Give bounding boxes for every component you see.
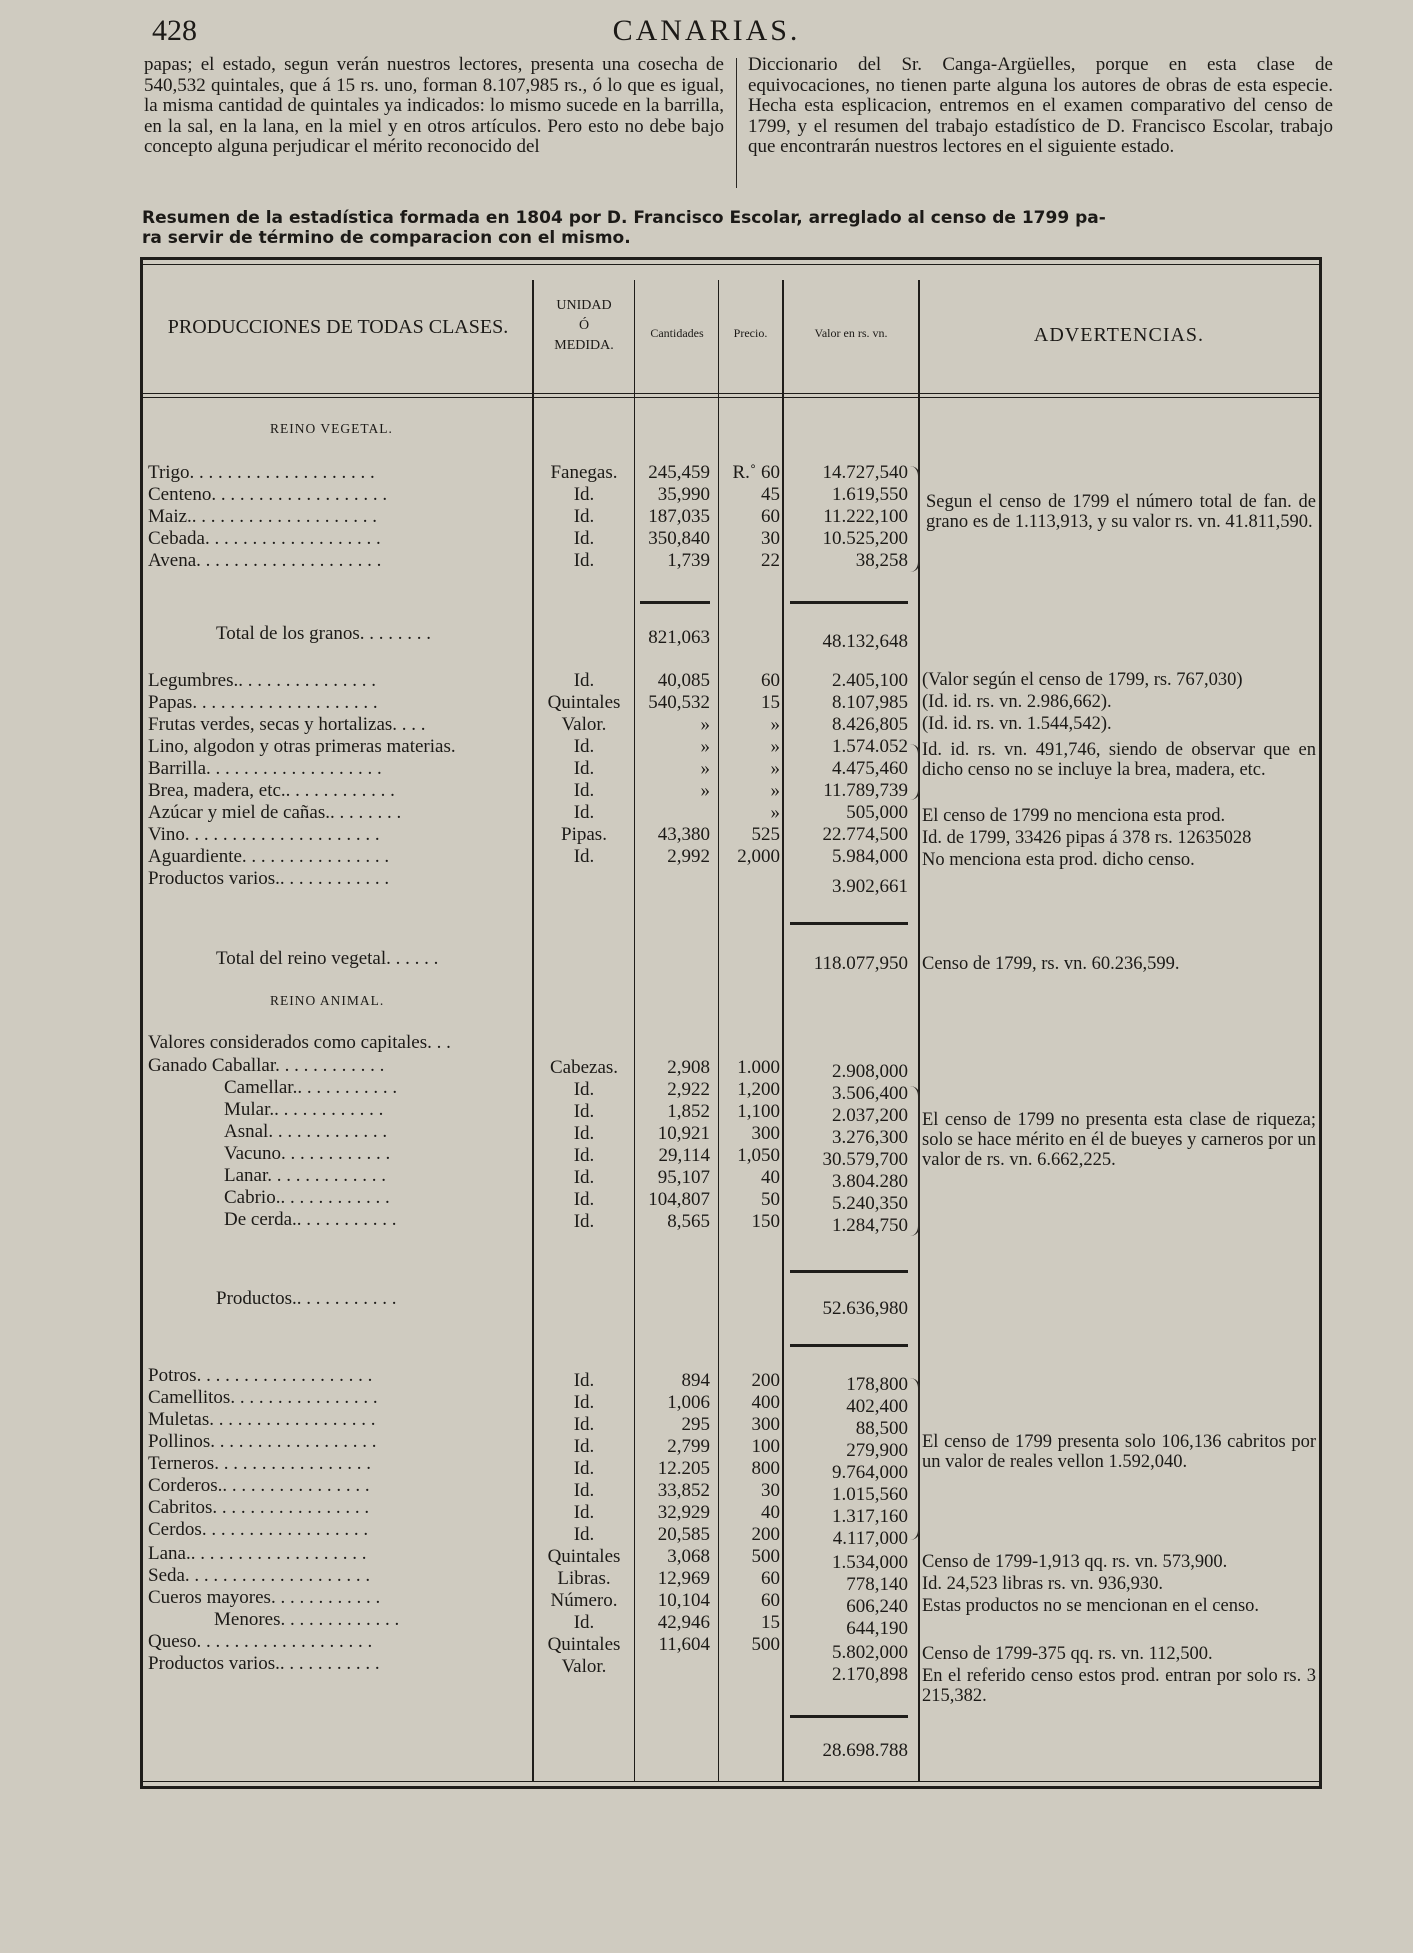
- row-value: 505,000: [846, 802, 908, 823]
- row-price: 400: [751, 1392, 780, 1413]
- row-unit: Id.: [573, 506, 595, 527]
- row-price: 60: [761, 1568, 780, 1589]
- row-label: Cerdos. . . . . . . . . . . . . . . . . .: [148, 1519, 369, 1540]
- section-reino-animal: REINO ANIMAL.: [270, 993, 385, 1008]
- row-unit: Quintales: [547, 1634, 621, 1655]
- row-value: 8.107,985: [832, 692, 908, 713]
- total-rule-vegetal: [790, 922, 908, 925]
- row-value: 4.475,460: [832, 758, 908, 779]
- row-label: Azúcar y miel de cañas.. . . . . . . .: [148, 802, 402, 823]
- row-value: 778,140: [846, 1574, 908, 1595]
- row-label: Aguardiente. . . . . . . . . . . . . . . .: [148, 846, 390, 867]
- col-divider-price: [718, 280, 719, 1782]
- row-value: 3.506,400: [832, 1083, 908, 1104]
- note-legumbres: (Valor según el censo de 1799, rs. 767,030): [922, 670, 1243, 690]
- row-value: 606,240: [846, 1596, 908, 1617]
- row-unit: Id.: [573, 528, 595, 549]
- row-value: 3.902,661: [832, 876, 908, 897]
- row-qty: 35,990: [657, 484, 710, 505]
- grains-total-label: Total de los granos. . . . . . . .: [216, 623, 432, 644]
- row-qty: 10,921: [657, 1123, 710, 1144]
- row-qty: »: [700, 736, 710, 757]
- row-price: 60: [761, 1590, 780, 1611]
- vegetal-total-note: Censo de 1799, rs. vn. 60.236,599.: [922, 954, 1180, 974]
- row-qty: 1,739: [667, 550, 710, 571]
- row-label: Menores. . . . . . . . . . . . .: [214, 1609, 400, 1630]
- row-value: 178,800: [846, 1374, 908, 1395]
- row-price: R.˚ 60: [732, 462, 780, 483]
- header-advertencias: ADVERTENCIAS.: [1033, 324, 1205, 346]
- row-price: 30: [761, 1480, 780, 1501]
- row-value: 5.240,350: [832, 1193, 908, 1214]
- brace-animal-products: [910, 1378, 920, 1540]
- row-price: 15: [761, 692, 780, 713]
- row-value: 1.284,750: [832, 1215, 908, 1236]
- row-label: Corderos.. . . . . . . . . . . . . . . .: [148, 1475, 370, 1496]
- note-grains: Segun el censo de 1799 el número total de fan. de grano es de 1.113,913, y su valor rs. vn. 41.811,590.: [926, 492, 1316, 532]
- row-unit: Libras.: [557, 1568, 611, 1589]
- row-unit: Id.: [573, 1414, 595, 1435]
- row-value: 1.619,550: [832, 484, 908, 505]
- row-label: Cabrio.. . . . . . . . . . . .: [224, 1187, 390, 1208]
- header-unidad: [534, 296, 634, 356]
- row-label: Brea, madera, etc.. . . . . . . . . . . .: [148, 780, 395, 801]
- row-qty: 3,068: [667, 1546, 710, 1567]
- row-unit: Valor.: [561, 1656, 607, 1677]
- row-label: Camellitos. . . . . . . . . . . . . . . .: [148, 1387, 378, 1408]
- note-papas: (Id. id. rs. vn. 2.986,662).: [922, 692, 1112, 712]
- header-unidad-line-3: MEDIDA.: [554, 338, 614, 353]
- row-price: 1,050: [737, 1145, 780, 1166]
- row-unit: Id.: [573, 484, 595, 505]
- row-unit: Fanegas.: [550, 462, 618, 483]
- row-label: Asnal. . . . . . . . . . . . .: [224, 1121, 388, 1142]
- row-unit: Quintales: [547, 1546, 621, 1567]
- row-label: Seda. . . . . . . . . . . . . . . . . . . .: [148, 1565, 371, 1586]
- vegetal-total-value: 118.077,950: [813, 953, 908, 974]
- row-price: 200: [751, 1370, 780, 1391]
- page-number: 428: [152, 14, 197, 47]
- row-unit: Id.: [573, 1480, 595, 1501]
- header-rule-inner: [140, 397, 1322, 398]
- row-label: Lana.. . . . . . . . . . . . . . . . . . .: [148, 1543, 367, 1564]
- row-qty: 245,459: [648, 462, 710, 483]
- row-value: 11.222,100: [823, 506, 908, 527]
- row-label: Legumbres.. . . . . . . . . . . . . . .: [148, 670, 376, 691]
- row-unit: Id.: [573, 802, 595, 823]
- row-qty: »: [700, 714, 710, 735]
- note-aguardiente: No menciona esta prod. dicho censo.: [922, 850, 1195, 870]
- row-unit: Id.: [573, 1612, 595, 1633]
- row-label: Camellar.. . . . . . . . . . .: [224, 1077, 398, 1098]
- row-qty: 540,532: [648, 692, 710, 713]
- row-value: 10.525,200: [822, 528, 908, 549]
- row-unit: Id.: [573, 736, 595, 757]
- table-title-line-1: Resumen de la estadística formada en 1804 por D. Francisco Escolar, arreglado al censo de 1799 pa-: [142, 208, 1106, 228]
- row-unit: Id.: [573, 758, 595, 779]
- table-left-border: [140, 257, 143, 1789]
- row-unit: Quintales: [547, 692, 621, 713]
- table-title-line-2: ra servir de término de comparacion con el mismo.: [142, 228, 631, 248]
- row-price: 40: [761, 1167, 780, 1188]
- row-qty: 104,807: [648, 1189, 710, 1210]
- row-value: 2.405,100: [832, 670, 908, 691]
- row-price: »: [770, 714, 780, 735]
- row-unit: Cabezas.: [549, 1057, 619, 1078]
- header-unidad-line-2: Ó: [578, 318, 590, 333]
- note-azucar: El censo de 1799 no menciona esta prod.: [922, 806, 1226, 826]
- row-qty: 8,565: [667, 1211, 710, 1232]
- row-value: 402,400: [846, 1396, 908, 1417]
- total-rule-final: [790, 1715, 908, 1718]
- row-price: 150: [751, 1211, 780, 1232]
- page-header: CANARIAS.: [612, 14, 801, 47]
- row-price: 50: [761, 1189, 780, 1210]
- row-qty: 1,006: [667, 1392, 710, 1413]
- note-frutas: (Id. id. rs. vn. 1.544,542).: [922, 714, 1112, 734]
- row-unit: Id.: [573, 1502, 595, 1523]
- row-qty: »: [700, 780, 710, 801]
- row-label: Centeno. . . . . . . . . . . . . . . . . . .: [148, 484, 388, 505]
- row-unit: Id.: [573, 1436, 595, 1457]
- row-qty: 20,585: [657, 1524, 710, 1545]
- row-value: 5.984,000: [832, 846, 908, 867]
- row-label: Frutas verdes, secas y hortalizas. . . .: [148, 714, 426, 735]
- row-value: 8.426,805: [832, 714, 908, 735]
- row-price: 22: [761, 550, 780, 571]
- note-queso: Censo de 1799-375 qq. rs. vn. 112,500.: [922, 1644, 1213, 1664]
- total-rule-productos: [790, 1270, 908, 1273]
- table-title: [142, 208, 1337, 248]
- row-label: Potros. . . . . . . . . . . . . . . . . . .: [148, 1365, 373, 1386]
- row-price: 1,200: [737, 1079, 780, 1100]
- row-label: Terneros. . . . . . . . . . . . . . . . .: [148, 1453, 371, 1474]
- row-qty: 295: [681, 1414, 710, 1435]
- row-value: 644,190: [846, 1618, 908, 1639]
- column-divider: [736, 58, 737, 188]
- row-qty: 12,969: [657, 1568, 710, 1589]
- row-label: Trigo. . . . . . . . . . . . . . . . . . . .: [148, 462, 375, 483]
- row-price: 300: [751, 1414, 780, 1435]
- grains-total-value: 48.132,648: [822, 631, 908, 652]
- row-qty: 32,929: [657, 1502, 710, 1523]
- row-qty: 2,908: [667, 1057, 710, 1078]
- row-unit: Id.: [573, 1145, 595, 1166]
- header-valor: Valor en rs. vn.: [814, 326, 888, 340]
- table-bottom-border: [140, 1786, 1322, 1789]
- note-animal-products: El censo de 1799 presenta solo 106,136 cabritos por un valor de reales vellon 1.592,040.: [922, 1432, 1316, 1472]
- intro-text-right: Diccionario del Sr. Canga-Argüelles, porque en esta clase de equivocaciones, no tienen parte alguna los autores de obras de esta especie. Hecha esta esplicacion, entremos en el examen comparativo del censo de 1799, y el resumen del trabajo estadístico de D. Francisco Escolar, trabajo que encontrarán nuestros lectores en el siguiente estado.: [748, 54, 1333, 157]
- row-unit: Id.: [573, 780, 595, 801]
- row-value: 11.789,739: [823, 780, 908, 801]
- row-unit: Id.: [573, 1392, 595, 1413]
- row-value: 1.534,000: [832, 1552, 908, 1573]
- row-value: 9.764,000: [832, 1462, 908, 1483]
- row-unit: Id.: [573, 846, 595, 867]
- row-unit: Pipas.: [561, 824, 607, 845]
- row-qty: 29,114: [658, 1145, 710, 1166]
- row-qty: 95,107: [657, 1167, 710, 1188]
- row-unit: Id.: [573, 1189, 595, 1210]
- note-livestock: El censo de 1799 no presenta esta clase de riqueza; solo se hace mérito en él de bueyes y carneros por un valor de rs. vn. 6.662,225.: [922, 1110, 1317, 1170]
- total-rule-value: [790, 601, 908, 604]
- row-label: Pollinos. . . . . . . . . . . . . . . . . .: [148, 1431, 377, 1452]
- row-qty: 1,852: [667, 1101, 710, 1122]
- section-reino-vegetal: REINO VEGETAL.: [270, 421, 393, 436]
- note-vino: Id. de 1799, 33426 pipas á 378 rs. 12635028: [922, 828, 1252, 848]
- row-unit: Id.: [573, 1211, 595, 1232]
- row-qty: 33,852: [657, 1480, 710, 1501]
- row-label: Vino. . . . . . . . . . . . . . . . . . . . .: [148, 824, 380, 845]
- row-value: 1.574.052: [832, 736, 908, 757]
- row-unit: Id.: [573, 1101, 595, 1122]
- row-label: Barrilla. . . . . . . . . . . . . . . . . . .: [148, 758, 382, 779]
- header-rule: [140, 393, 1322, 394]
- row-unit: Id.: [573, 670, 595, 691]
- row-label: Queso. . . . . . . . . . . . . . . . . . .: [148, 1631, 373, 1652]
- col-divider-value: [782, 280, 784, 1782]
- row-value: 22.774,500: [822, 824, 908, 845]
- row-value: 4.117,000: [832, 1528, 908, 1549]
- row-value: 3.804.280: [832, 1171, 908, 1192]
- capital-label: Valores considerados como capitales. . .: [148, 1032, 451, 1053]
- row-value: 2.908,000: [832, 1061, 908, 1082]
- intro-text-left: papas; el estado, segun verán nuestros lectores, presenta una cosecha de 540,532 quintales, que á 15 rs. uno, forman 8.107,985 rs., ó lo que es igual, la misma cantidad de quintales ya indicados: lo mismo sucede en la barrilla, en la sal, en la lana, en la miel y en otros artículos. Pero esto no debe bajo concepto alguna perjudicar el mérito reconocido del: [144, 54, 724, 157]
- row-price: 30: [761, 528, 780, 549]
- table-top-border-inner: [140, 264, 1322, 265]
- row-label: Lino, algodon y otras primeras materias.: [148, 736, 456, 757]
- row-price: 100: [751, 1436, 780, 1457]
- note-cueros: Estas productos no se mencionan en el censo.: [922, 1596, 1260, 1616]
- row-label: Muletas. . . . . . . . . . . . . . . . . .: [148, 1409, 376, 1430]
- header-cantidades: Cantidades: [650, 326, 704, 340]
- row-unit: Id.: [573, 1524, 595, 1545]
- row-price: »: [770, 802, 780, 823]
- row-unit: Valor.: [561, 714, 607, 735]
- vegetal-total-label: Total del reino vegetal. . . . . .: [216, 948, 439, 969]
- note-lana: Censo de 1799-1,913 qq. rs. vn. 573,900.: [922, 1552, 1228, 1572]
- row-value: 3.276,300: [832, 1127, 908, 1148]
- row-qty: »: [700, 758, 710, 779]
- brace-grains: [910, 466, 920, 572]
- row-qty: 40,085: [657, 670, 710, 691]
- row-label: Productos varios.. . . . . . . . . . .: [148, 1653, 380, 1674]
- row-value: 2.037,200: [832, 1105, 908, 1126]
- row-price: 500: [751, 1634, 780, 1655]
- row-label: Avena. . . . . . . . . . . . . . . . . . . .: [148, 550, 382, 571]
- note-barrilla-brea: Id. id. rs. vn. 491,746, siendo de observar que en dicho censo no se incluye la brea, madera, etc.: [922, 740, 1316, 780]
- final-total-value: 28.698.788: [822, 1740, 908, 1761]
- row-value: 279,900: [846, 1440, 908, 1461]
- row-value: 14.727,540: [822, 462, 908, 483]
- row-unit: Id.: [573, 1458, 595, 1479]
- row-label: Cabritos. . . . . . . . . . . . . . . . .: [148, 1497, 370, 1518]
- row-qty: 12.205: [657, 1458, 710, 1479]
- row-price: 525: [751, 824, 780, 845]
- table-right-border: [1319, 257, 1322, 1789]
- row-label: Ganado Caballar. . . . . . . . . . . .: [148, 1055, 385, 1076]
- row-price: 200: [751, 1524, 780, 1545]
- row-qty: 43,380: [657, 824, 710, 845]
- row-value: 1.015,560: [832, 1484, 908, 1505]
- total-rule-qty: [640, 601, 710, 604]
- row-label: Lanar. . . . . . . . . . . . .: [224, 1165, 387, 1186]
- row-label: Vacuno. . . . . . . . . . . .: [224, 1143, 391, 1164]
- row-price: 1,100: [737, 1101, 780, 1122]
- note-productos-varios: En el referido censo estos prod. entran por solo rs. 3 215,382.: [922, 1666, 1316, 1706]
- row-unit: Número.: [550, 1590, 618, 1611]
- row-qty: 2,799: [667, 1436, 710, 1457]
- row-price: 15: [761, 1612, 780, 1633]
- row-qty: 350,840: [648, 528, 710, 549]
- row-label: Productos varios.. . . . . . . . . . . .: [148, 868, 390, 889]
- productos-total-label: Productos.. . . . . . . . . . .: [216, 1288, 397, 1309]
- table-bottom-border-inner: [140, 1781, 1322, 1782]
- table-top-border: [140, 257, 1322, 260]
- row-price: »: [770, 736, 780, 757]
- header-precio: Precio.: [733, 326, 768, 340]
- row-unit: Id.: [573, 1370, 595, 1391]
- row-qty: 2,922: [667, 1079, 710, 1100]
- row-qty: 894: [681, 1370, 710, 1391]
- row-price: 500: [751, 1546, 780, 1567]
- row-price: »: [770, 758, 780, 779]
- row-price: 60: [761, 506, 780, 527]
- row-value: 88,500: [855, 1418, 908, 1439]
- row-label: Mular.. . . . . . . . . . . .: [224, 1099, 384, 1120]
- header-unidad-line-1: UNIDAD: [556, 298, 612, 313]
- row-label: Cebada. . . . . . . . . . . . . . . . . . .: [148, 528, 381, 549]
- note-seda: Id. 24,523 libras rs. vn. 936,930.: [922, 1574, 1163, 1594]
- row-qty: 10,104: [657, 1590, 710, 1611]
- brace-livestock: [910, 1086, 920, 1236]
- row-value: 30.579,700: [822, 1149, 908, 1170]
- row-price: 45: [761, 484, 780, 505]
- row-label: Maiz.. . . . . . . . . . . . . . . . . . . .: [148, 506, 378, 527]
- row-price: »: [770, 780, 780, 801]
- row-value: 1.317,160: [832, 1506, 908, 1527]
- row-label: De cerda.. . . . . . . . . . .: [224, 1209, 397, 1230]
- row-price: 2,000: [737, 846, 780, 867]
- row-price: 300: [751, 1123, 780, 1144]
- row-unit: Id.: [573, 1079, 595, 1100]
- row-qty: 187,035: [648, 506, 710, 527]
- grains-total-qty: 821,063: [648, 627, 710, 648]
- row-label: Cueros mayores. . . . . . . . . . . .: [148, 1587, 381, 1608]
- row-value: 2.170,898: [832, 1664, 908, 1685]
- row-value: 5.802,000: [832, 1642, 908, 1663]
- row-unit: Id.: [573, 550, 595, 571]
- row-qty: 2,992: [667, 846, 710, 867]
- brace-barrilla: [910, 744, 920, 800]
- row-unit: Id.: [573, 1123, 595, 1144]
- row-price: 1.000: [737, 1057, 780, 1078]
- row-price: 60: [761, 670, 780, 691]
- row-qty: 11,604: [658, 1634, 710, 1655]
- row-unit: Id.: [573, 1167, 595, 1188]
- col-divider-qty: [634, 280, 635, 1782]
- header-producciones: PRODUCCIONES DE TODAS CLASES.: [167, 316, 509, 338]
- rule-after-productos: [790, 1344, 908, 1347]
- row-qty: 42,946: [657, 1612, 710, 1633]
- row-value: 38,258: [855, 550, 908, 571]
- productos-total-value: 52.636,980: [822, 1298, 908, 1319]
- row-label: Papas. . . . . . . . . . . . . . . . . . . .: [148, 692, 378, 713]
- row-price: 40: [761, 1502, 780, 1523]
- row-price: 800: [751, 1458, 780, 1479]
